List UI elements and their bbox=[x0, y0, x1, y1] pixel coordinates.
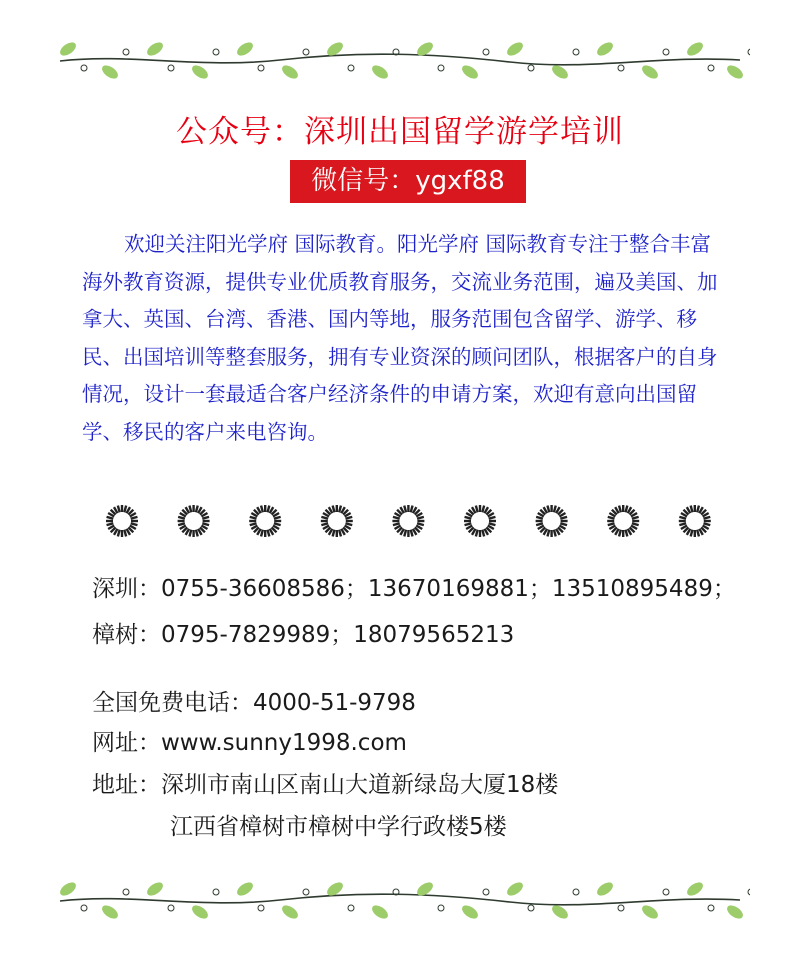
sun-circle-icon bbox=[679, 505, 711, 537]
leaf-icon bbox=[190, 903, 210, 922]
sun-circle-icon bbox=[464, 505, 496, 537]
tendril-curl-icon bbox=[168, 905, 174, 911]
tendril-curl-icon bbox=[748, 49, 750, 55]
leaf-icon bbox=[460, 63, 480, 82]
tendril-curl-icon bbox=[213, 889, 219, 895]
shenzhen-phone-line: 深圳：0755-36608586；13670169881；13510895489； bbox=[92, 576, 736, 602]
tendril-curl-icon bbox=[663, 889, 669, 895]
tendril-curl-icon bbox=[528, 65, 534, 71]
tendril-curl-icon bbox=[438, 65, 444, 71]
address-line-1: 地址：深圳市南山区南山大道新绿岛大厦18楼 bbox=[92, 772, 559, 798]
tendril-curl-icon bbox=[708, 65, 714, 71]
tendril-curl-icon bbox=[81, 905, 87, 911]
leaf-icon bbox=[685, 880, 705, 899]
tendril-curl-icon bbox=[348, 905, 354, 911]
tendril-curl-icon bbox=[258, 905, 264, 911]
tendril-curl-icon bbox=[303, 49, 309, 55]
tendril-curl-icon bbox=[81, 65, 87, 71]
leafy-vine-bottom-icon bbox=[50, 875, 750, 925]
sun-circle-icon bbox=[106, 505, 138, 537]
vine-stem bbox=[60, 54, 740, 65]
address-line-2: 江西省樟树市樟树中学行政楼5楼 bbox=[170, 814, 507, 840]
leaf-icon bbox=[235, 40, 255, 59]
tendril-curl-icon bbox=[483, 889, 489, 895]
tendril-curl-icon bbox=[618, 905, 624, 911]
leaf-icon bbox=[640, 63, 660, 82]
hotline-line: 全国免费电话：4000-51-9798 bbox=[92, 690, 416, 716]
leaf-icon bbox=[505, 40, 525, 59]
tendril-curl-icon bbox=[258, 65, 264, 71]
tendril-curl-icon bbox=[748, 889, 750, 895]
sun-circle-icon bbox=[392, 505, 424, 537]
leaf-icon bbox=[58, 40, 78, 59]
leaf-icon bbox=[235, 880, 255, 899]
tendril-curl-icon bbox=[168, 65, 174, 71]
tendril-curl-icon bbox=[708, 905, 714, 911]
leaf-icon bbox=[725, 903, 745, 922]
leaf-icon bbox=[460, 903, 480, 922]
sun-circle-icon bbox=[249, 505, 281, 537]
account-title: 公众号：深圳出国留学游学培训 bbox=[176, 114, 624, 150]
sun-circle-icon bbox=[607, 505, 639, 537]
sun-circle-icon bbox=[321, 505, 353, 537]
sun-circle-icon bbox=[178, 505, 210, 537]
leaf-icon bbox=[595, 880, 615, 899]
leaf-icon bbox=[595, 40, 615, 59]
leaf-icon bbox=[280, 903, 300, 922]
leaf-icon bbox=[190, 63, 210, 82]
leaf-icon bbox=[725, 63, 745, 82]
tendril-curl-icon bbox=[123, 49, 129, 55]
leaf-icon bbox=[370, 903, 390, 922]
tendril-curl-icon bbox=[573, 889, 579, 895]
tendril-curl-icon bbox=[303, 889, 309, 895]
tendril-curl-icon bbox=[528, 905, 534, 911]
leafy-vine-top-icon bbox=[50, 35, 750, 85]
tendril-curl-icon bbox=[573, 49, 579, 55]
website-line: 网址：www.sunny1998.com bbox=[92, 730, 407, 756]
sun-circle-icon bbox=[536, 505, 568, 537]
sun-separator-row bbox=[104, 503, 712, 539]
zhangshu-phone-line: 樟树：0795-7829989；18079565213 bbox=[92, 622, 515, 648]
leaf-icon bbox=[100, 903, 120, 922]
tendril-curl-icon bbox=[348, 65, 354, 71]
tendril-curl-icon bbox=[618, 65, 624, 71]
tendril-curl-icon bbox=[438, 905, 444, 911]
leaf-icon bbox=[100, 63, 120, 82]
leaf-icon bbox=[145, 40, 165, 59]
leaf-icon bbox=[505, 880, 525, 899]
wechat-id-badge: 微信号：ygxf88 bbox=[290, 160, 526, 203]
tendril-curl-icon bbox=[483, 49, 489, 55]
leaf-icon bbox=[370, 63, 390, 82]
tendril-curl-icon bbox=[213, 49, 219, 55]
leaf-icon bbox=[58, 880, 78, 899]
leaf-icon bbox=[685, 40, 705, 59]
leaf-icon bbox=[280, 63, 300, 82]
leaf-icon bbox=[145, 880, 165, 899]
intro-paragraph: 欢迎关注阳光学府 国际教育。阳光学府 国际教育专注于整合丰富海外教育资源，提供专业优质教育服务，交流业务范围，遍及美国、加拿大、英国、台湾、香港、国内等地，服务范围包含留学、游学、移民、出国培训等整套服务，拥有专业资深的顾问团队，根据客户的自身情况，设计一套最适合客户经济条件的申请方案，欢迎有意向出国留学、移民的客户来电咨询。 bbox=[82, 232, 718, 444]
leaf-icon bbox=[640, 903, 660, 922]
vine-stem bbox=[60, 894, 740, 905]
tendril-curl-icon bbox=[663, 49, 669, 55]
tendril-curl-icon bbox=[123, 889, 129, 895]
